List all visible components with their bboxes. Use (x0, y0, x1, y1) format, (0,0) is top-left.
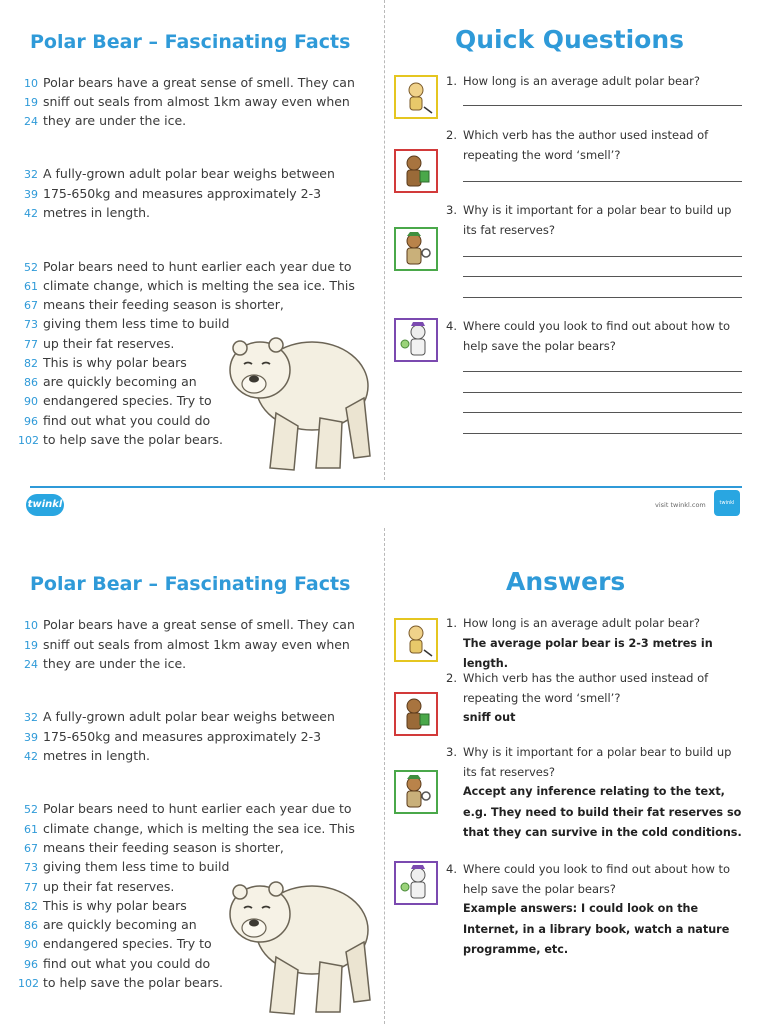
answer-line[interactable] (463, 276, 742, 277)
line-number: 32 (24, 168, 38, 181)
column-divider-top (384, 0, 385, 480)
passage-line (18, 411, 210, 430)
line-text: endangered species. Try to (43, 393, 212, 408)
line-number: 86 (24, 919, 38, 932)
question-number: 3. (446, 745, 457, 759)
line-text: means their feeding season is shorter, (43, 297, 284, 312)
line-text: This is why polar bears (43, 355, 187, 370)
line-text: are quickly becoming an (43, 917, 197, 932)
question-text: Which verb has the author used instead of repeating the word ‘smell’? (463, 128, 709, 162)
passage-line (18, 635, 350, 654)
polar-bear-illustration-top (224, 318, 374, 478)
answer-block-3 (446, 743, 746, 844)
question-character-icon-3 (394, 227, 438, 271)
passage-line (18, 654, 186, 673)
question-text: How long is an average adult polar bear? (463, 616, 700, 630)
line-number: 42 (24, 750, 38, 763)
line-number: 73 (24, 318, 38, 331)
line-number: 77 (24, 881, 38, 894)
line-text: to help save the polar bears. (43, 975, 223, 990)
line-text: endangered species. Try to (43, 936, 212, 951)
answer-block-2 (446, 669, 746, 729)
line-text: find out what you could do (43, 956, 211, 971)
line-number: 77 (24, 338, 38, 351)
line-text: Polar bears have a great sense of smell. They can (43, 617, 355, 632)
answer-text: Example answers: I could look on the Internet, in a library book, watch a nature programme, etc. (463, 902, 730, 956)
answer-text: The average polar bear is 2-3 metres in length. (463, 636, 713, 670)
line-number: 52 (24, 261, 38, 274)
question-4 (446, 317, 746, 356)
answer-line[interactable] (463, 371, 742, 372)
line-number: 90 (24, 938, 38, 951)
line-text: up their fat reserves. (43, 879, 175, 894)
visit-link[interactable]: visit twinkl.com (655, 501, 706, 509)
passage-line (18, 111, 186, 130)
passage-line (18, 934, 212, 953)
line-text: sniff out seals from almost 1km away even when (43, 637, 350, 652)
passage-line (18, 353, 187, 372)
line-text: climate change, which is melting the sea ice. This (43, 821, 355, 836)
passage-line (18, 334, 174, 353)
answer-character-icon-3 (394, 770, 438, 814)
line-text: means their feeding season is shorter, (43, 840, 284, 855)
passage-line (18, 857, 229, 876)
line-number: 67 (24, 299, 38, 312)
line-number: 102 (18, 977, 39, 990)
question-number: 1. (446, 74, 457, 88)
quality-badge: twinkl (714, 490, 740, 516)
passage-line (18, 746, 150, 765)
line-text: are quickly becoming an (43, 374, 197, 389)
question-number: 3. (446, 203, 457, 217)
question-number: 2. (446, 128, 457, 142)
question-2 (446, 126, 746, 165)
line-number: 90 (24, 395, 38, 408)
question-3 (446, 201, 746, 240)
line-number: 96 (24, 415, 38, 428)
line-text: 175-650kg and measures approximately 2-3 (43, 729, 322, 744)
answer-text: sniff out (463, 711, 516, 724)
line-text: to help save the polar bears. (43, 432, 223, 447)
answer-character-icon-1 (394, 618, 438, 662)
passage-line (18, 799, 352, 818)
line-text: they are under the ice. (43, 656, 187, 671)
question-character-icon-2 (394, 149, 438, 193)
question-1 (446, 72, 746, 92)
answer-line[interactable] (463, 392, 742, 393)
passage-line (18, 203, 150, 222)
question-text: How long is an average adult polar bear? (463, 74, 700, 88)
line-text: they are under the ice. (43, 113, 187, 128)
answer-line[interactable] (463, 105, 742, 106)
answer-line[interactable] (463, 181, 742, 182)
line-text: 175-650kg and measures approximately 2-3 (43, 186, 322, 201)
answer-line[interactable] (463, 412, 742, 413)
passage-line (18, 276, 355, 295)
line-text: This is why polar bears (43, 898, 187, 913)
line-text: climate change, which is melting the sea ice. This (43, 278, 355, 293)
twinkl-logo[interactable]: twinkl (26, 494, 64, 516)
line-number: 32 (24, 711, 38, 724)
question-text: Why is it important for a polar bear to build up its fat reserves? (463, 745, 732, 779)
line-text: metres in length. (43, 748, 150, 763)
footer-rule (30, 486, 742, 488)
line-number: 39 (24, 731, 38, 744)
line-number: 24 (24, 658, 38, 671)
answer-character-icon-2 (394, 692, 438, 736)
passage-line (18, 838, 284, 857)
question-text: Where could you look to find out about how to help save the polar bears? (463, 319, 731, 353)
passage-line (18, 391, 212, 410)
question-text: Where could you look to find out about how to help save the polar bears? (463, 862, 731, 896)
passage-line (18, 707, 335, 726)
passage-line (18, 164, 335, 183)
passage-line (18, 372, 197, 391)
line-number: 61 (24, 280, 38, 293)
line-text: A fully-grown adult polar bear weighs between (43, 709, 335, 724)
answer-line[interactable] (463, 297, 742, 298)
passage-line (18, 184, 321, 203)
column-divider-bottom (384, 528, 385, 1024)
line-text: up their fat reserves. (43, 336, 175, 351)
line-number: 61 (24, 823, 38, 836)
polar-bear-illustration-bottom (224, 862, 374, 1022)
line-text: Polar bears have a great sense of smell. They can (43, 75, 355, 90)
passage-line (18, 819, 355, 838)
line-number: 102 (18, 434, 39, 447)
line-text: giving them less time to build (43, 316, 230, 331)
answer-character-icon-4 (394, 861, 438, 905)
passage-title-bottom: Polar Bear – Fascinating Facts (30, 573, 351, 595)
line-text: Polar bears need to hunt earlier each year due to (43, 801, 352, 816)
answer-line[interactable] (463, 433, 742, 434)
line-number: 86 (24, 376, 38, 389)
question-number: 4. (446, 319, 457, 333)
line-text: Polar bears need to hunt earlier each year due to (43, 259, 352, 274)
line-number: 10 (24, 619, 38, 632)
answers-title: Answers (506, 567, 626, 596)
line-text: A fully-grown adult polar bear weighs between (43, 166, 335, 181)
answer-block-1 (446, 614, 746, 675)
question-text: Why is it important for a polar bear to build up its fat reserves? (463, 203, 732, 237)
passage-title-top: Polar Bear – Fascinating Facts (30, 31, 351, 53)
passage-line (18, 295, 284, 314)
passage-line (18, 73, 355, 92)
passage-line (18, 314, 229, 333)
answer-text: Accept any inference relating to the text, e.g. They need to build their fat reserves so that they can survive in the cold conditions. (463, 785, 742, 839)
line-number: 67 (24, 842, 38, 855)
line-number: 42 (24, 207, 38, 220)
line-number: 19 (24, 96, 38, 109)
question-text: Which verb has the author used instead of repeating the word ‘smell’? (463, 671, 709, 705)
passage-line (18, 257, 352, 276)
line-number: 52 (24, 803, 38, 816)
line-number: 73 (24, 861, 38, 874)
passage-line (18, 615, 355, 634)
question-number: 4. (446, 862, 457, 876)
question-character-icon-1 (394, 75, 438, 119)
line-number: 82 (24, 357, 38, 370)
line-number: 10 (24, 77, 38, 90)
passage-line (18, 430, 223, 449)
question-character-icon-4 (394, 318, 438, 362)
line-number: 19 (24, 639, 38, 652)
line-text: find out what you could do (43, 413, 211, 428)
answer-line[interactable] (463, 256, 742, 257)
passage-line (18, 954, 210, 973)
passage-line (18, 92, 350, 111)
question-number: 1. (446, 616, 457, 630)
passage-line (18, 727, 321, 746)
question-number: 2. (446, 671, 457, 685)
passage-line (18, 915, 197, 934)
passage-line (18, 877, 174, 896)
answer-block-4 (446, 860, 746, 961)
line-text: metres in length. (43, 205, 150, 220)
line-number: 96 (24, 958, 38, 971)
questions-title: Quick Questions (455, 25, 685, 54)
line-number: 39 (24, 188, 38, 201)
line-number: 24 (24, 115, 38, 128)
line-number: 82 (24, 900, 38, 913)
line-text: giving them less time to build (43, 859, 230, 874)
passage-line (18, 896, 187, 915)
passage-line (18, 973, 223, 992)
line-text: sniff out seals from almost 1km away even when (43, 94, 350, 109)
